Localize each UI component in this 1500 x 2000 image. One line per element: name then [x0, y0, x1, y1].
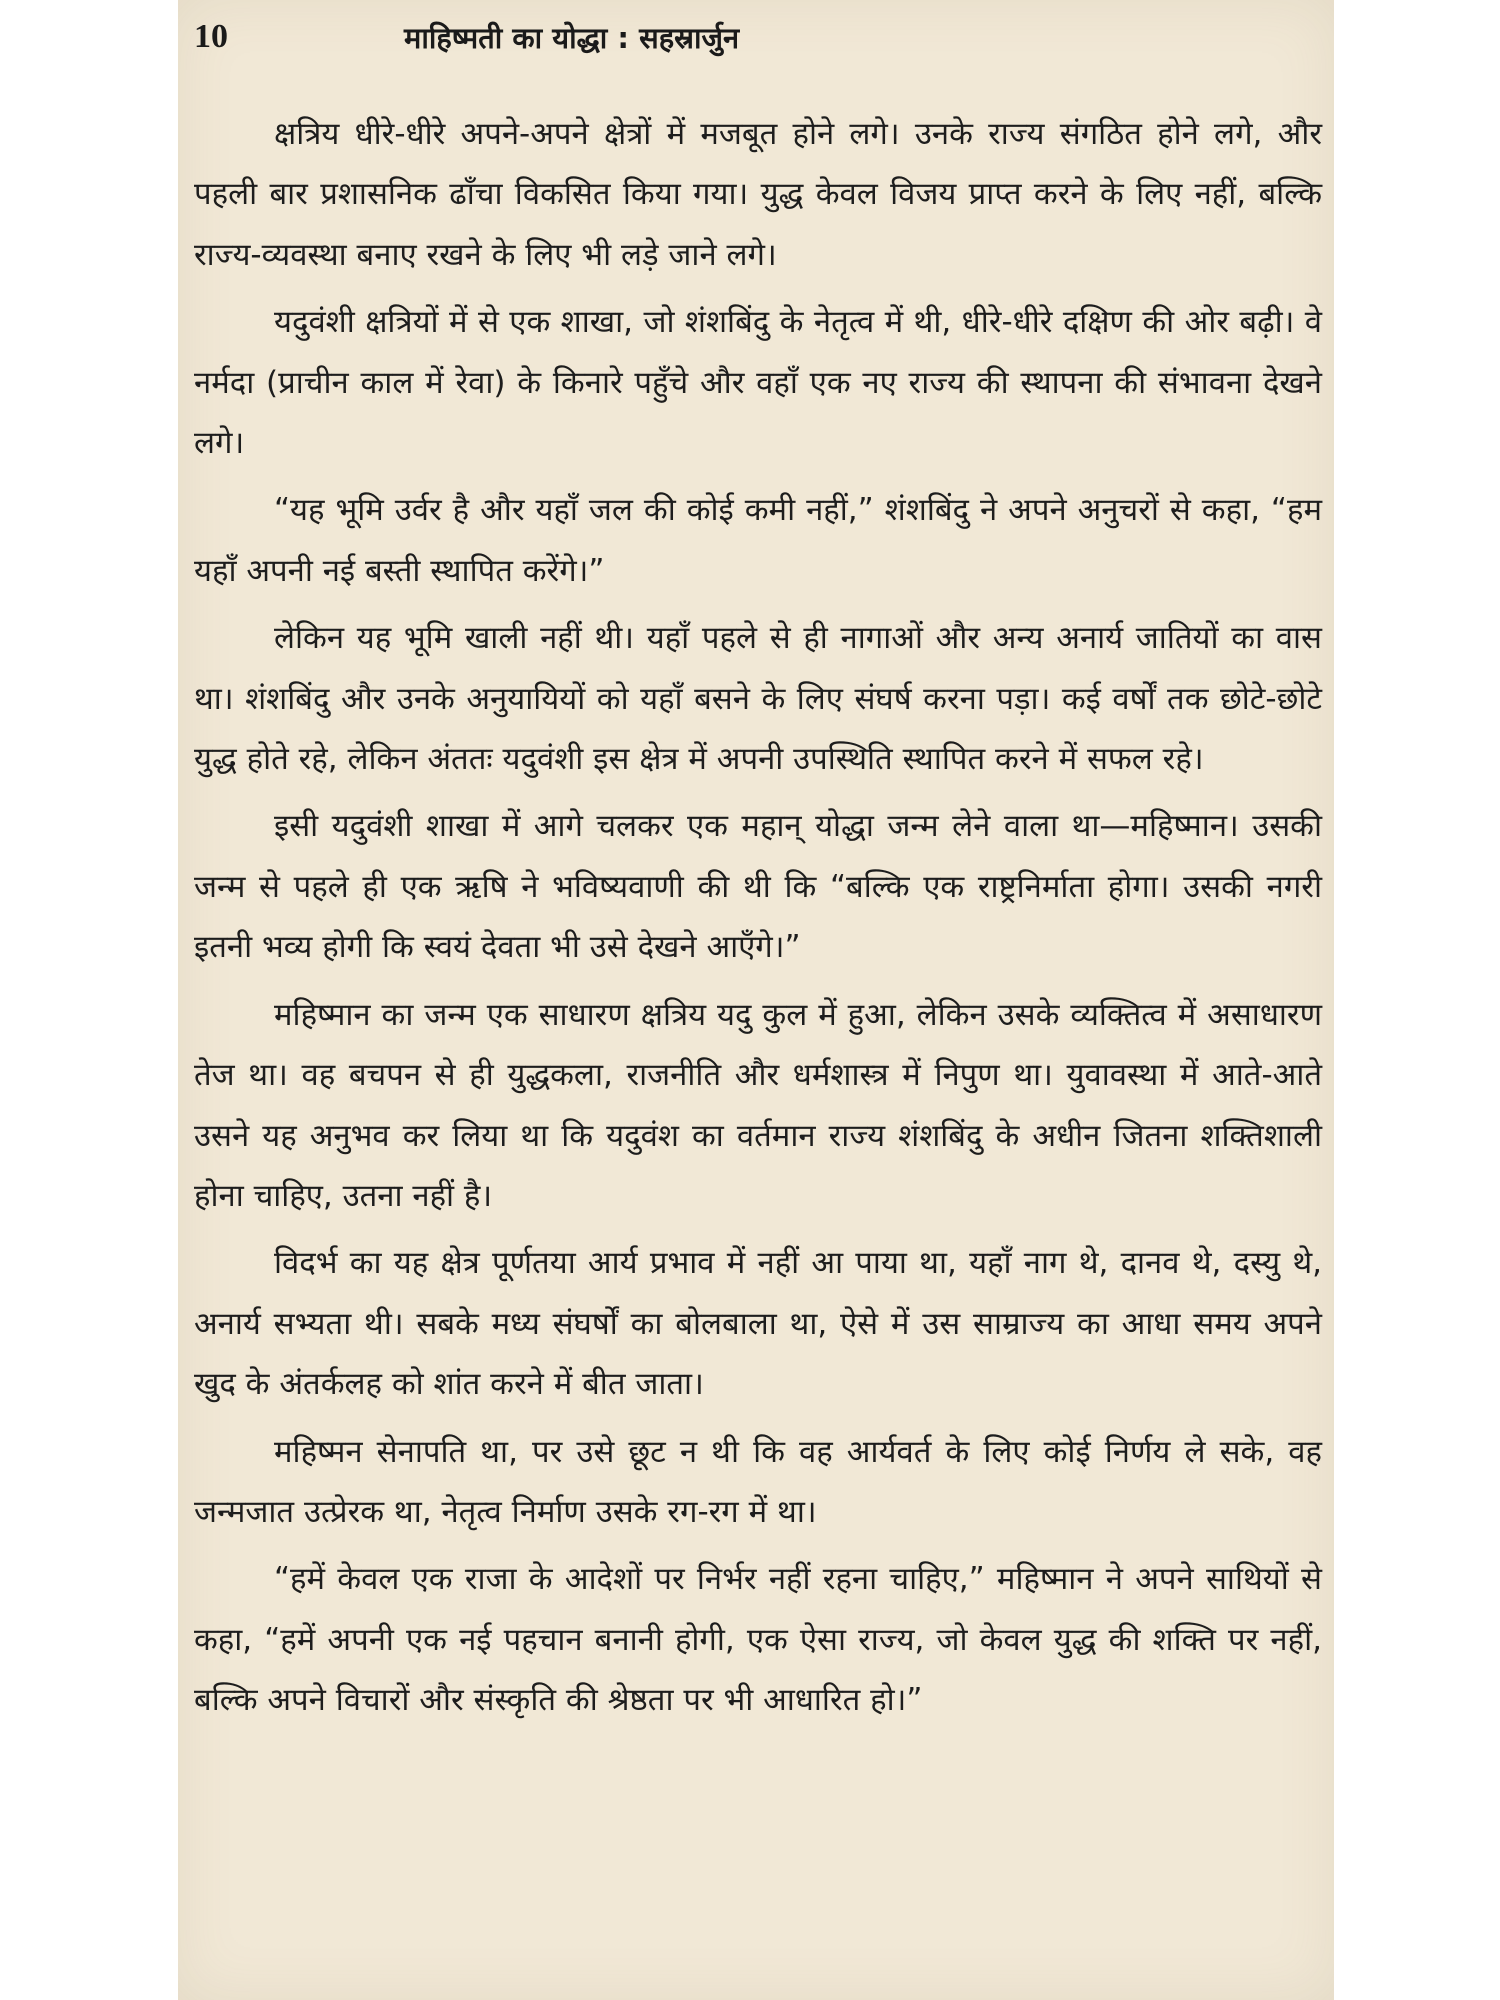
paragraph: “हमें केवल एक राजा के आदेशों पर निर्भर नहीं रहना चाहिए,” महिष्मान ने अपने साथियों से कहा, “हमें अपनी एक नई पहचान बनानी होगी, एक ऐसा राज्य, जो केवल युद्ध की शक्ति पर नहीं, बल्कि अपने विचारों और संस्कृति की श्रेष्ठता पर भी आधारित हो।”	[194, 1561, 1322, 1719]
paragraph: विदर्भ का यह क्षेत्र पूर्णतया आर्य प्रभाव में नहीं आ पाया था, यहाँ नाग थे, दानव थे, दस्यु थे, अनार्य सभ्यता थी। सबके मध्य संघर्षों का बोलबाला था, ऐसे में उस साम्राज्य का आधा समय अपने खुद के अंतर्कलह को शांत करने में बीत जाता।	[194, 1245, 1322, 1403]
page-number: 10	[194, 18, 228, 55]
book-page	[178, 0, 1334, 2000]
page-header	[194, 18, 1318, 62]
paragraph: महिष्मान का जन्म एक साधारण क्षत्रिय यदु कुल में हुआ, लेकिन उसके व्यक्तित्व में असाधारण तेज था। वह बचपन से ही युद्धकला, राजनीति और धर्मशास्त्र में निपुण था। युवावस्था में आते-आते उसने यह अनुभव कर लिया था कि यदुवंश का वर्तमान राज्य शंशबिंदु के अधीन जितना शक्तिशाली होना चाहिए, उतना नहीं है।	[194, 996, 1322, 1214]
paragraph: लेकिन यह भूमि खाली नहीं थी। यहाँ पहले से ही नागाओं और अन्य अनार्य जातियों का वास था। शंशबिंदु और उनके अनुयायियों को यहाँ बसने के लिए संघर्ष करना पड़ा। कई वर्षों तक छोटे-छोटे युद्ध होते रहे, लेकिन अंततः यदुवंशी इस क्षेत्र में अपनी उपस्थिति स्थापित करने में सफल रहे।	[194, 620, 1322, 778]
body-text	[194, 104, 1322, 1738]
paragraph: महिष्मन सेनापति था, पर उसे छूट न थी कि वह आर्यवर्त के लिए कोई निर्णय ले सके, वह जन्मजात उत्प्रेरक था, नेतृत्व निर्माण उसके रग-रग में था।	[194, 1433, 1322, 1530]
running-title: माहिष्मती का योद्धा : सहस्रार्जुन	[404, 21, 740, 55]
paragraph: यदुवंशी क्षत्रियों में से एक शाखा, जो शंशबिंदु के नेतृत्व में थी, धीरे-धीरे दक्षिण की ओर बढ़ी। वे नर्मदा (प्राचीन काल में रेवा) के किनारे पहुँचे और वहाँ एक नए राज्य की स्थापना की संभावना देखने लगे।	[194, 304, 1322, 462]
paragraph: क्षत्रिय धीरे-धीरे अपने-अपने क्षेत्रों में मजबूत होने लगे। उनके राज्य संगठित होने लगे, और पहली बार प्रशासनिक ढाँचा विकसित किया गया। युद्ध केवल विजय प्राप्त करने के लिए नहीं, बल्कि राज्य-व्यवस्था बनाए रखने के लिए भी लड़े जाने लगे।	[194, 116, 1322, 273]
paragraph: “यह भूमि उर्वर है और यहाँ जल की कोई कमी नहीं,” शंशबिंदु ने अपने अनुचरों से कहा, “हम यहाँ अपनी नई बस्ती स्थापित करेंगे।”	[194, 492, 1322, 589]
paragraph: इसी यदुवंशी शाखा में आगे चलकर एक महान् योद्धा जन्म लेने वाला था—महिष्मान। उसकी जन्म से पहले ही एक ऋषि ने भविष्यवाणी की थी कि “बल्कि एक राष्ट्रनिर्माता होगा। उसकी नगरी इतनी भव्य होगी कि स्वयं देवता भी उसे देखने आएँगे।”	[194, 808, 1322, 966]
